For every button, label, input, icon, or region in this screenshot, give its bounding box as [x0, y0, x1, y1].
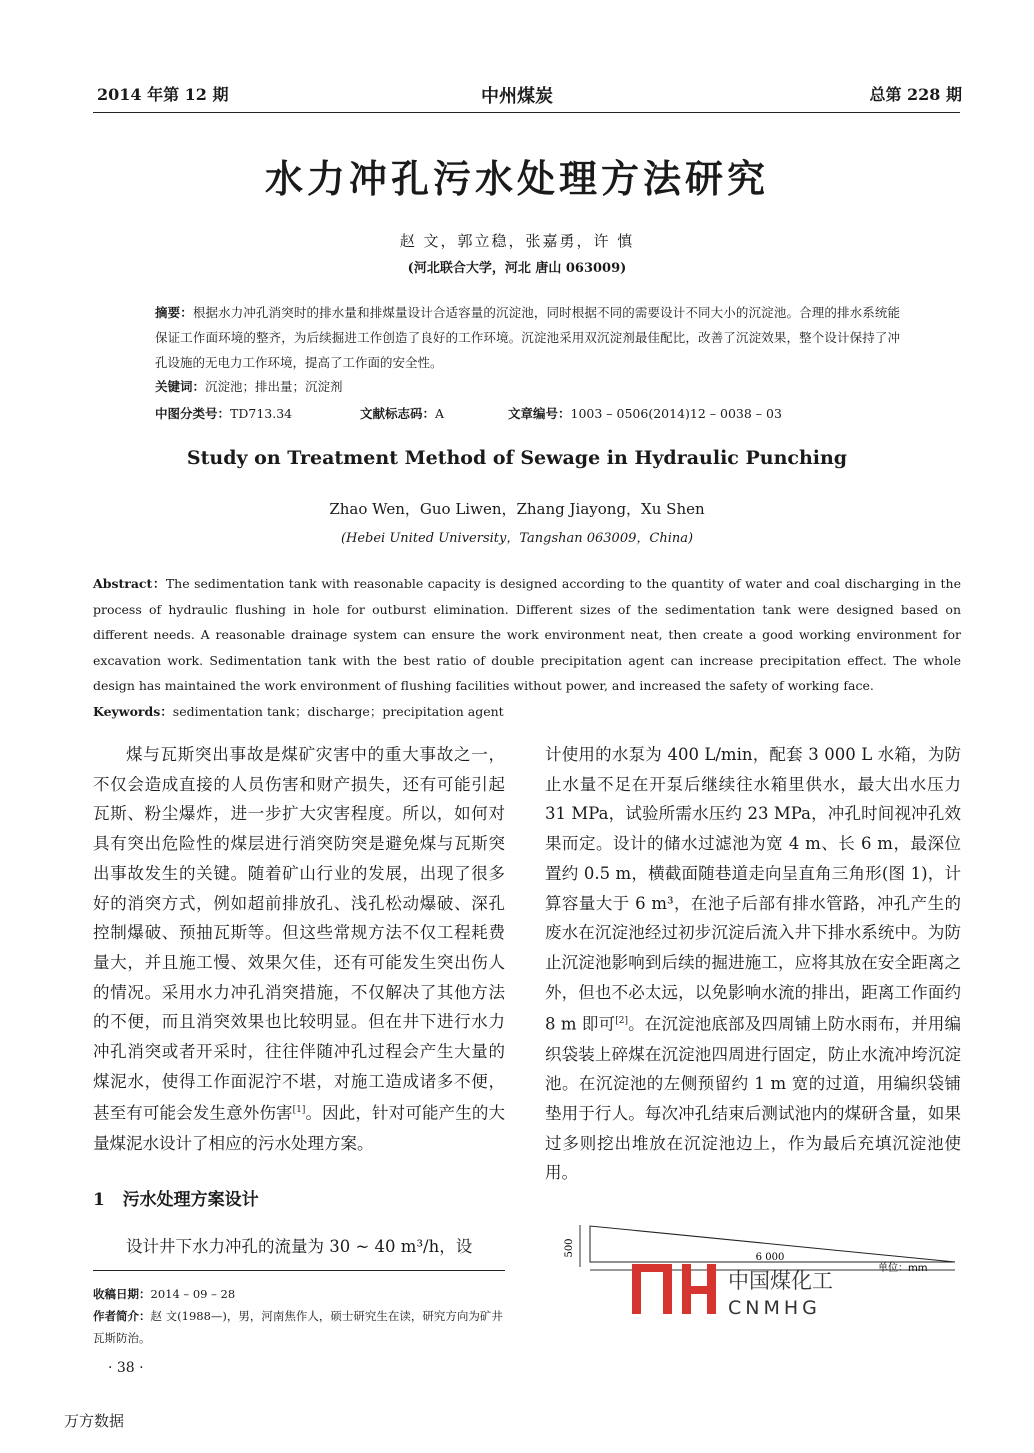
abstract-cn-label: 摘要：	[155, 305, 193, 320]
intro-paragraph: 煤与瓦斯突出事故是煤矿灾害中的重大事故之一，不仅会造成直接的人员伤害和财产损失，还有可能引起瓦斯、粉尘爆炸，进一步扩大灾害程度。所以，如何对具有突出危险性的煤层进行消突防突是避免煤与瓦斯突出事故发生的关键。随着矿山行业的发展，出现了很多好的消突方式，例如超前排放孔、浅孔松动爆破、深孔控制爆破、预抽瓦斯等。但这些常规方法不仅工程耗费量大，并且施工慢、效果欠佳，还有可能发生突出伤人的情况。采用水力冲孔消突措施，不仅解决了其他方法的不便，而且消突效果也比较明显。但在井下进行水力冲孔消突或者开采时，往往伴随冲孔过程会产生大量的煤泥水，使得工作面泥泞不堪，对施工造成诸多不便，甚至有可能会发生意外伤害	[93, 745, 505, 1123]
watermark-cn: 中国煤化工	[728, 1269, 833, 1293]
source-label: 万方数据	[64, 1412, 125, 1430]
keywords-cn	[155, 377, 343, 395]
keywords-cn-label: 关键词：	[155, 379, 206, 394]
english-affiliation: (Hebei United University，Tangshan 063009，China)	[340, 531, 694, 546]
english-title: Study on Treatment Method of Sewage in Hydraulic Punching	[186, 447, 848, 469]
citation-2: [2]	[615, 1016, 628, 1027]
body-right-column	[545, 740, 961, 1188]
paper-title: 水力冲孔污水处理方法研究	[264, 156, 769, 201]
english-authors: Zhao Wen，Guo Liwen，Zhang Jiayong，Xu Shen	[329, 500, 705, 518]
section-title: 污水处理方案设计	[122, 1190, 259, 1210]
received-label: 收稿日期：	[93, 1287, 151, 1301]
issue-label: 2014 年第 12 期	[97, 85, 229, 104]
design-paragraph-end: 。在沉淀池底部及四周铺上防水雨布，并用编织袋装上碎煤在沉淀池四周进行固定，防止水流冲垮沉淀池。在沉淀池的左侧预留约 1 m 宽的过道，用编织袋铺垫用于行人。每次冲孔结束后测试池内的煤研含量，如果过多则挖出堆放在沉淀池边上，作为最后充填沉淀池使用。	[545, 1014, 962, 1183]
footnote	[93, 1283, 505, 1349]
intro-paragraph-end: 。因此，针对可能产生的大量煤泥水设计了相应的污水处理方案。	[93, 1103, 506, 1153]
section-paragraph-start: 设计井下水力冲孔的流量为 30 ~ 40 m³/h，设	[126, 1237, 473, 1256]
watermark-logo	[632, 1260, 862, 1324]
watermark-en: CNMHG	[728, 1297, 821, 1319]
header-rule	[93, 112, 960, 113]
keywords-en-text: sedimentation tank；discharge；precipitation agent	[172, 704, 504, 719]
section-heading	[93, 1185, 259, 1210]
abstract-cn-text: 根据水力冲孔消突时的排水量和排煤量设计合适容量的沉淀池，同时根据不同的需要设计不同大小的沉淀池。合理的排水系统能保证工作面环境的整齐，为后续掘进工作创造了良好的工作环境。沉淀池采用双沉淀剂最佳配比，改善了沉淀效果，整个设计保持了冲孔设施的无电力工作环境，提高了工作面的安全性。	[155, 305, 900, 370]
total-issue-label: 总第 228 期	[869, 85, 962, 104]
length-label: 6 000	[755, 1252, 785, 1263]
abstract-cn	[155, 300, 900, 375]
abstract-en	[93, 571, 961, 699]
keywords-en-label: Keywords：	[93, 704, 173, 719]
logo-mark-icon	[632, 1260, 862, 1320]
body-left-column	[93, 740, 505, 1158]
author-list: 赵 文，郭立稳，张嘉勇，许 慎	[399, 232, 635, 250]
height-label: 500	[564, 1238, 575, 1258]
affiliation: (河北联合大学，河北 唐山 063009)	[407, 261, 627, 276]
document-code: 文献标志码：A	[360, 406, 445, 421]
citation-1: [1]	[292, 1105, 306, 1116]
section-number: 1	[93, 1190, 105, 1210]
article-number: 文章编号：1003 – 0506(2014)12 – 0038 – 03	[508, 406, 782, 421]
abstract-en-text: The sedimentation tank with reasonable capacity is designed according to the quantity of water and coal discharging in the process of hydraulic flushing in hole for outburst elimination. Different sizes of the sedimentation tank were designed based on different needs. A reasonable drainage system can ensure the work environment neat, then create a good working environment for excavation work. Sedimentation tank with the best ratio of double precipitation agent can increase precipitation effect. The whole design has maintained the work environment of flushing facilities without power, and increased the safety of working face.	[93, 576, 961, 694]
journal-name: 中州煤炭	[481, 86, 553, 107]
clc-code: 中图分类号：TD713.34	[155, 406, 293, 421]
footnote-rule	[93, 1270, 505, 1271]
unit-label: 单位：mm	[878, 1263, 928, 1274]
received-date: 2014 – 09 – 28	[150, 1287, 236, 1301]
abstract-en-label: Abstract：	[93, 576, 166, 591]
keywords-cn-text: 沉淀池；排出量；沉淀剂	[205, 379, 343, 394]
author-bio-label: 作者简介：	[93, 1309, 151, 1323]
design-paragraph: 计使用的水泵为 400 L/min，配套 3 000 L 水箱，为防止水量不足在开泵后继续往水箱里供水，最大出水压力 31 MPa，试验所需水压约 23 MPa，冲孔时间视冲孔效果而定。设计的储水过滤池为宽 4 m、长 6 m，最深位置约 0.5 m，横截面随巷道走向呈直角三角形(图 1)，计算容量大于 6 m³，在池子后部有排水管路，冲孔产生的废水在沉淀池经过初步沉淀后流入井下排水系统中。为防止沉淀池影响到后续的掘进施工，应将其放在安全距离之外，但也不必太远，以免影响水流的排出，距离工作面约 8 m 即可	[545, 745, 961, 1034]
author-bio: 赵 文(1988—)，男，河南焦作人，硕士研究生在读，研究方向为矿井瓦斯防治。	[93, 1309, 503, 1345]
keywords-en	[93, 702, 504, 720]
page-number: · 38 ·	[108, 1360, 144, 1376]
